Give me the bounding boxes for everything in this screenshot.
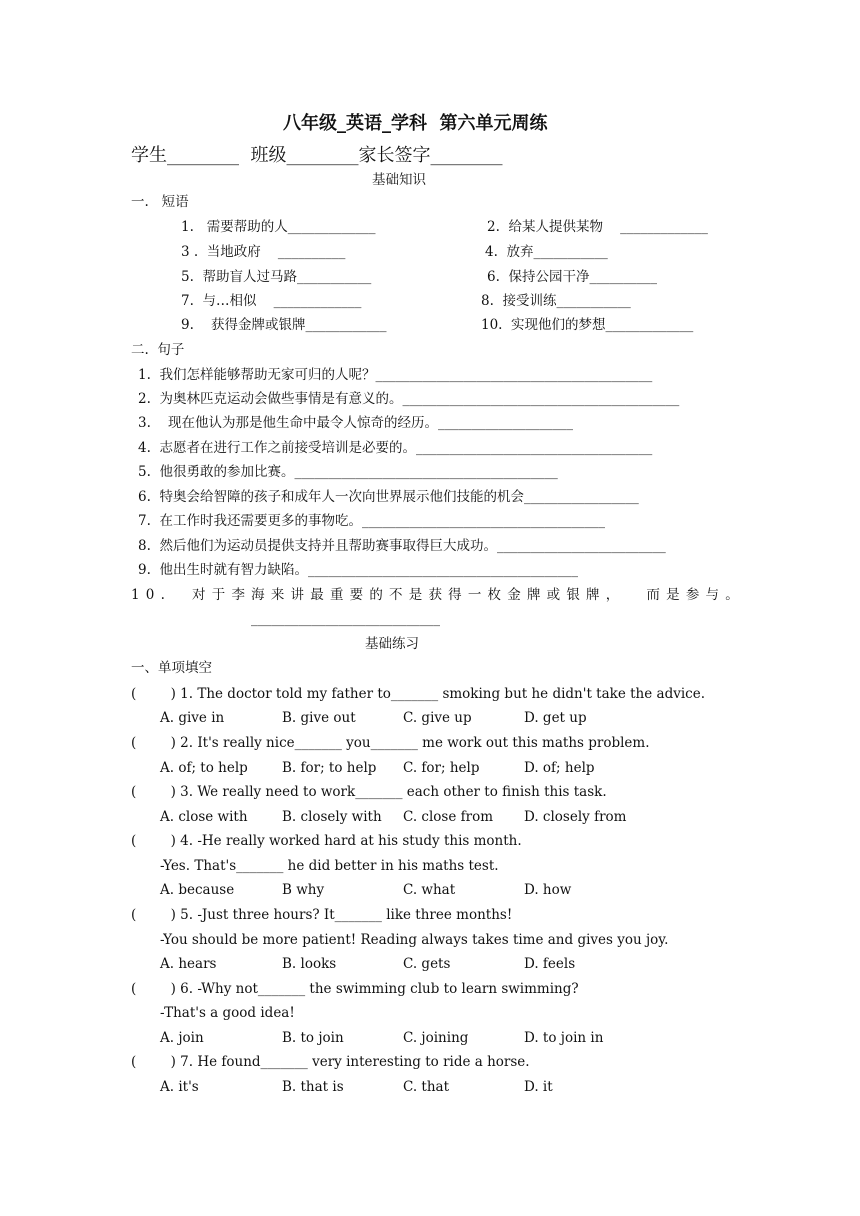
answer-blank: ____________________________	[251, 611, 440, 627]
option-d: D. how	[524, 882, 572, 898]
sentence-item: 4. 志愿者在进行工作之前接受培训是必要的。___________________________________	[138, 440, 653, 456]
question-stem: ( ) 7. He found_______ very interesting to ride a horse.	[131, 1054, 530, 1070]
phrase-item: 7. 与…相似 _____________	[181, 293, 362, 309]
phrase-item: 3 . 当地政府 __________	[181, 244, 346, 260]
option-b: B. looks	[282, 956, 337, 972]
question-reply: -That's a good idea!	[160, 1005, 295, 1021]
option-a: A. give in	[160, 710, 225, 726]
option-d: D. to join in	[524, 1030, 604, 1046]
option-b: B. for; to help	[282, 760, 377, 776]
question-stem: ( ) 5. -Just three hours? It_______ like three months!	[131, 907, 513, 923]
option-d: D. it	[524, 1079, 553, 1095]
option-b: B. to join	[282, 1030, 344, 1046]
phrase-item: 2. 给某人提供某物 _____________	[487, 219, 708, 235]
sentence-item: 7. 在工作时我还需要更多的事物吃。____________________________________	[138, 513, 605, 529]
option-a: A. close with	[160, 809, 248, 825]
option-a: A. because	[160, 882, 235, 898]
option-d: D. closely from	[524, 809, 627, 825]
question-reply: -Yes. That's_______ he did better in his maths test.	[160, 858, 499, 874]
question-stem: ( ) 6. -Why not_______ the swimming club to learn swimming?	[131, 981, 579, 997]
option-a: A. it's	[160, 1079, 199, 1095]
phrase-item: 5. 帮助盲人过马路___________	[181, 269, 372, 285]
option-c: C. that	[403, 1079, 450, 1095]
phrase-item: 4. 放弃___________	[485, 244, 608, 260]
option-c: C. what	[403, 882, 456, 898]
question-stem: ( ) 3. We really need to work_______ each other to finish this task.	[131, 784, 607, 800]
sentence-item: 1. 我们怎样能够帮助无家可归的人呢？_________________________________________	[138, 367, 653, 383]
phrase-item: 1. 需要帮助的人_____________	[181, 219, 376, 235]
sentence-item: 8. 然后他们为运动员提供支持并且帮助赛事取得巨大成功。_________________________	[138, 538, 666, 554]
question-reply: -You should be more patient! Reading always takes time and gives you joy.	[160, 932, 669, 948]
question-stem: ( ) 1. The doctor told my father to_______ smoking but he didn't take the advice.	[131, 686, 705, 702]
option-b: B why	[282, 882, 325, 898]
part3-heading: 一、单项填空	[131, 660, 212, 676]
option-a: A. join	[160, 1030, 204, 1046]
sentence-item: 6. 特奥会给智障的孩子和成年人一次向世界展示他们技能的机会_________________	[138, 489, 639, 505]
section-heading-basic: 基础知识	[372, 172, 426, 188]
option-c: C. for; help	[403, 760, 480, 776]
sentence-item: 5. 他很勇敢的参加比赛。_______________________________________	[138, 464, 558, 480]
student-info-line: 学生________ 班级________家长签字________	[131, 145, 503, 166]
part2-heading: 二. 句子	[131, 342, 185, 358]
phrase-item: 9. 获得金牌或银牌____________	[181, 317, 387, 333]
question-stem: ( ) 4. -He really worked hard at his study this month.	[131, 833, 522, 849]
question-stem: ( ) 2. It's really nice_______ you_______ me work out this maths problem.	[131, 735, 650, 751]
option-c: C. give up	[403, 710, 472, 726]
option-b: B. give out	[282, 710, 356, 726]
section-heading-practice: 基础练习	[365, 636, 419, 652]
option-d: D. feels	[524, 956, 576, 972]
option-c: C. gets	[403, 956, 451, 972]
sentence-item: 3. 现在他认为那是他生命中最令人惊奇的经历。____________________	[138, 415, 574, 431]
option-a: A. hears	[160, 956, 217, 972]
option-a: A. of; to help	[160, 760, 248, 776]
sentence-item: 10. 对于李海来讲最重要的不是获得一枚金牌或银牌， 而是参与。	[131, 587, 745, 603]
phrase-item: 6. 保持公园干净__________	[487, 269, 657, 285]
option-d: D. get up	[524, 710, 587, 726]
option-b: B. closely with	[282, 809, 382, 825]
option-c: C. close from	[403, 809, 494, 825]
sentence-item: 2. 为奥林匹克运动会做些事情是有意义的。_________________________________________	[138, 391, 680, 407]
option-c: C. joining	[403, 1030, 469, 1046]
sentence-item: 9. 他出生时就有智力缺陷。________________________________________	[138, 562, 578, 578]
option-b: B. that is	[282, 1079, 344, 1095]
phrase-item: 8. 接受训练___________	[481, 293, 631, 309]
page-title: 八年级_英语_学科 第六单元周练	[283, 113, 548, 134]
phrase-item: 10. 实现他们的梦想_____________	[481, 317, 694, 333]
option-d: D. of; help	[524, 760, 595, 776]
part1-heading: 一. 短语	[131, 194, 189, 210]
